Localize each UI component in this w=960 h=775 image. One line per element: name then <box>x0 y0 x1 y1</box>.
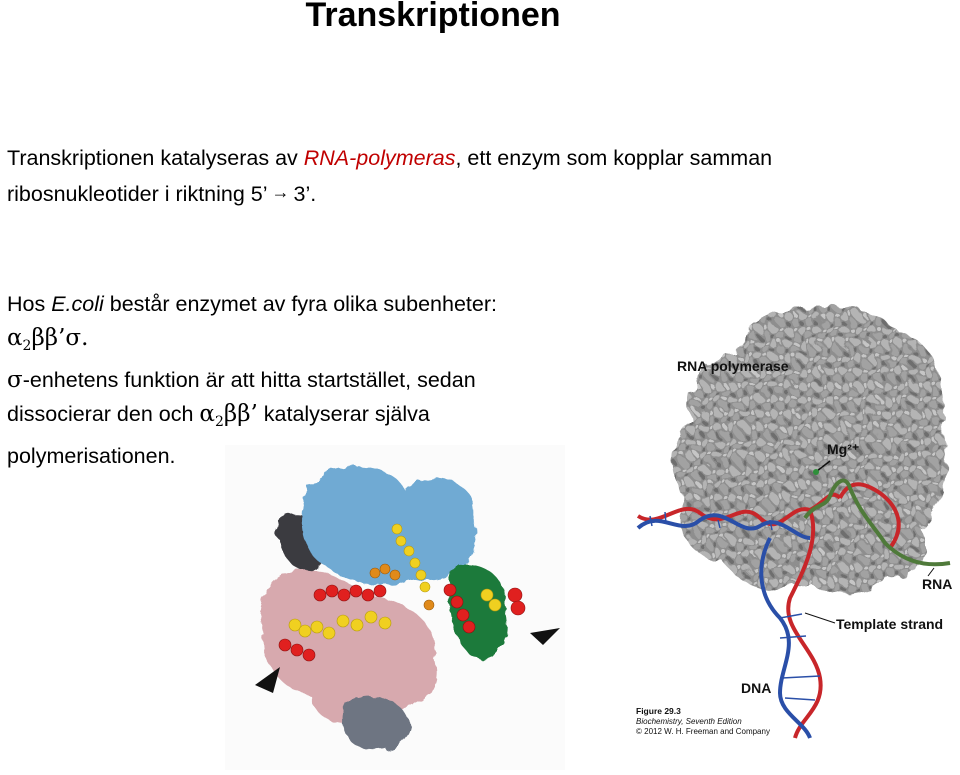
text-span: Transkriptionen katalyseras av <box>7 146 304 170</box>
slide-title: Transkriptionen <box>305 0 561 34</box>
caption-copyright: © 2012 W. H. Freeman and Company <box>636 727 770 736</box>
sigma-symbol: σ <box>7 367 23 393</box>
caption-figure-text: Figure 29.3 <box>636 706 681 716</box>
caption-figure-number <box>636 706 770 717</box>
caption-book-text: Biochemistry, Seventh Edition <box>636 717 742 726</box>
paragraph-line <box>7 287 497 321</box>
greek-text: ββ’σ. <box>31 325 89 351</box>
right-arrow-icon: → <box>271 182 290 202</box>
text-span: består enzymet av fyra olika subenheter: <box>103 292 497 316</box>
alpha-symbol: α <box>199 401 215 427</box>
rna-polymeras-term: RNA-polymeras <box>303 146 456 170</box>
template-strand-label: Template strand <box>836 616 944 632</box>
paragraph-line <box>7 175 772 211</box>
subscript: 2 <box>214 414 224 430</box>
text-span: -enhetens funktion är att hitta startstället, sedan <box>22 368 476 392</box>
paragraph-rna-polymerase <box>7 141 772 211</box>
text-span: Hos <box>7 292 52 316</box>
dna-label: DNA <box>741 680 772 696</box>
template-pointer <box>805 613 835 623</box>
rna-label: RNA <box>922 576 953 592</box>
paragraph-line <box>7 397 497 439</box>
text-span: dissocierar den och <box>7 402 200 426</box>
mg-ion-icon <box>813 469 819 475</box>
mg-label: Mg²⁺ <box>827 441 860 457</box>
ecoli-term: E.coli <box>51 292 104 316</box>
paragraph-line <box>7 141 772 175</box>
alpha-symbol: α <box>7 325 23 351</box>
text-span: polymerisationen. <box>7 444 176 468</box>
rna-polymerase-structure-figure <box>630 298 960 740</box>
text-span: katalyserar själva <box>257 402 430 426</box>
text-span: 3’. <box>293 182 317 206</box>
paragraph-line <box>7 321 497 363</box>
text-span: ribosnukleotider i riktning 5’ <box>7 182 268 206</box>
greek-text: ββ’ <box>223 401 258 427</box>
rna-pointer <box>928 568 934 576</box>
subunits-illustration <box>225 445 565 770</box>
subscript: 2 <box>22 338 32 354</box>
rna-polymerase-subunits-figure <box>225 445 565 770</box>
rna-polymerase-label: RNA polymerase <box>677 358 789 374</box>
text-span: , ett enzym som kopplar samman <box>455 146 773 170</box>
paragraph-line <box>7 363 497 397</box>
caption-book <box>636 717 770 727</box>
figure-caption <box>636 706 770 737</box>
